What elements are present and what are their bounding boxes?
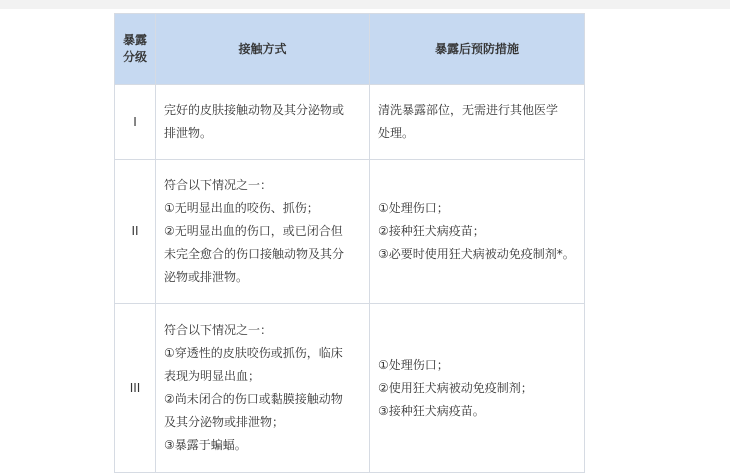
contact-line: 完好的皮肤接触动物及其分泌物或 xyxy=(164,103,345,117)
measures-line: 处理。 xyxy=(378,126,415,140)
contact-line: 符合以下情况之一： xyxy=(164,323,273,337)
contact-cell xyxy=(156,85,370,160)
measures-line: 清洗暴露部位，无需进行其他医学 xyxy=(378,103,559,117)
contact-cell xyxy=(156,160,370,304)
contact-line: ②尚未闭合的伤口或黏膜接触动物 xyxy=(164,392,343,406)
contact-line: 符合以下情况之一： xyxy=(164,178,273,192)
contact-line: 未完全愈合的伤口接触动物及其分 xyxy=(164,247,345,261)
measures-line: ②接种狂犬病疫苗； xyxy=(378,224,485,238)
contact-line: 排泄物。 xyxy=(164,126,213,140)
contact-line: ①穿透性的皮肤咬伤或抓伤，临床 xyxy=(164,346,343,360)
contact-line: ③暴露于蝙蝠。 xyxy=(164,438,247,452)
contact-cell xyxy=(156,304,370,473)
table-row xyxy=(115,304,585,473)
measures-line: ③必要时使用狂犬病被动免疫制剂*。 xyxy=(378,247,575,261)
header-grade xyxy=(115,14,156,85)
table-row xyxy=(115,160,585,304)
measures-line: ③接种狂犬病疫苗。 xyxy=(378,403,485,418)
exposure-table-container xyxy=(114,13,584,473)
measures-line: ①处理伤口； xyxy=(378,357,449,372)
contact-line: 泌物或排泄物。 xyxy=(164,270,249,284)
table-header-row xyxy=(115,14,585,85)
top-bar xyxy=(0,0,730,9)
measures-cell xyxy=(370,85,585,160)
grade-cell: I xyxy=(115,85,156,160)
grade-cell: III xyxy=(115,304,156,473)
table-row xyxy=(115,85,585,160)
header-grade-line1: 暴露 xyxy=(122,33,147,47)
grade-cell: II xyxy=(115,160,156,304)
measures-line: ②使用狂犬病被动免疫制剂； xyxy=(378,380,533,395)
measures-cell xyxy=(370,160,585,304)
header-measures: 暴露后预防措施 xyxy=(370,14,585,85)
measures-cell xyxy=(370,304,585,473)
header-contact: 接触方式 xyxy=(156,14,370,85)
contact-line: 表现为明显出血； xyxy=(164,369,261,383)
header-grade-line2: 分级 xyxy=(122,50,147,64)
measures-line: ①处理伤口； xyxy=(378,201,449,215)
contact-line: 及其分泌物或排泄物； xyxy=(164,415,285,429)
contact-line: ②无明显出血的伤口，或已闭合但 xyxy=(164,224,343,238)
contact-line: ①无明显出血的咬伤、抓伤； xyxy=(164,201,319,215)
exposure-grade-table xyxy=(114,13,585,473)
